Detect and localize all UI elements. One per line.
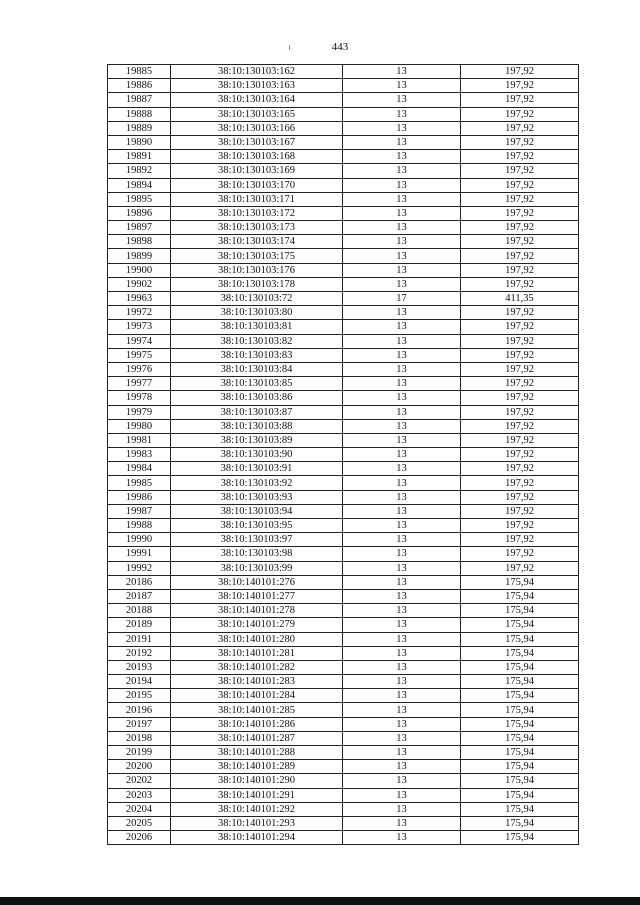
row-number-cell: 19991	[108, 547, 171, 561]
row-number-cell: 19980	[108, 419, 171, 433]
table-row	[108, 65, 579, 79]
cadastral-number-cell: 38:10:130103:170	[171, 178, 343, 192]
row-number-cell: 19963	[108, 292, 171, 306]
value-cell: 197,92	[461, 306, 579, 320]
count-cell: 13	[343, 433, 461, 447]
row-number-cell: 20206	[108, 831, 171, 845]
cadastral-number-cell: 38:10:130103:176	[171, 263, 343, 277]
value-cell: 197,92	[461, 93, 579, 107]
row-number-cell: 20194	[108, 675, 171, 689]
value-cell: 175,94	[461, 717, 579, 731]
cadastral-number-cell: 38:10:140101:279	[171, 618, 343, 632]
value-cell: 197,92	[461, 405, 579, 419]
cadastral-number-cell: 38:10:130103:72	[171, 292, 343, 306]
row-number-cell: 19977	[108, 377, 171, 391]
row-number-cell: 20203	[108, 788, 171, 802]
row-number-cell: 20188	[108, 604, 171, 618]
value-cell: 175,94	[461, 703, 579, 717]
row-number-cell: 19975	[108, 348, 171, 362]
count-cell: 13	[343, 632, 461, 646]
row-number-cell: 19986	[108, 490, 171, 504]
table-row	[108, 589, 579, 603]
cadastral-number-cell: 38:10:140101:281	[171, 646, 343, 660]
cadastral-number-cell: 38:10:130103:165	[171, 107, 343, 121]
table-row	[108, 675, 579, 689]
value-cell: 175,94	[461, 731, 579, 745]
value-cell: 197,92	[461, 135, 579, 149]
cadastral-number-cell: 38:10:130103:81	[171, 320, 343, 334]
cadastral-number-cell: 38:10:130103:88	[171, 419, 343, 433]
row-number-cell: 20192	[108, 646, 171, 660]
row-number-cell: 19973	[108, 320, 171, 334]
value-cell: 197,92	[461, 249, 579, 263]
cadastral-number-cell: 38:10:130103:172	[171, 206, 343, 220]
row-number-cell: 19978	[108, 391, 171, 405]
row-number-cell: 19889	[108, 121, 171, 135]
value-cell: 197,92	[461, 519, 579, 533]
row-number-cell: 19895	[108, 192, 171, 206]
cadastral-number-cell: 38:10:130103:175	[171, 249, 343, 263]
row-number-cell: 19888	[108, 107, 171, 121]
cadastral-number-cell: 38:10:130103:83	[171, 348, 343, 362]
table-row	[108, 362, 579, 376]
row-number-cell: 20193	[108, 660, 171, 674]
row-number-cell: 19990	[108, 533, 171, 547]
cadastral-number-cell: 38:10:130103:171	[171, 192, 343, 206]
value-cell: 197,92	[461, 65, 579, 79]
count-cell: 13	[343, 618, 461, 632]
table-row	[108, 206, 579, 220]
table-row	[108, 476, 579, 490]
count-cell: 13	[343, 604, 461, 618]
row-number-cell: 19894	[108, 178, 171, 192]
cadastral-number-cell: 38:10:140101:284	[171, 689, 343, 703]
table-row	[108, 334, 579, 348]
table-row	[108, 561, 579, 575]
value-cell: 197,92	[461, 533, 579, 547]
table-row	[108, 504, 579, 518]
table-row	[108, 831, 579, 845]
value-cell: 197,92	[461, 221, 579, 235]
row-number-cell: 19974	[108, 334, 171, 348]
cadastral-number-cell: 38:10:130103:85	[171, 377, 343, 391]
table-row	[108, 320, 579, 334]
value-cell: 197,92	[461, 178, 579, 192]
table-row	[108, 448, 579, 462]
count-cell: 13	[343, 93, 461, 107]
table-row	[108, 348, 579, 362]
row-number-cell: 19890	[108, 135, 171, 149]
table-row	[108, 277, 579, 291]
count-cell: 13	[343, 277, 461, 291]
cadastral-number-cell: 38:10:140101:287	[171, 731, 343, 745]
row-number-cell: 20200	[108, 760, 171, 774]
table-row	[108, 490, 579, 504]
cadastral-number-cell: 38:10:130103:91	[171, 462, 343, 476]
count-cell: 13	[343, 717, 461, 731]
row-number-cell: 19899	[108, 249, 171, 263]
count-cell: 13	[343, 533, 461, 547]
count-cell: 13	[343, 774, 461, 788]
count-cell: 13	[343, 306, 461, 320]
table-row	[108, 703, 579, 717]
scan-bottom-edge	[0, 897, 640, 905]
cadastral-number-cell: 38:10:140101:294	[171, 831, 343, 845]
cadastral-number-cell: 38:10:130103:163	[171, 79, 343, 93]
table-row	[108, 717, 579, 731]
cadastral-number-cell: 38:10:130103:95	[171, 519, 343, 533]
count-cell: 13	[343, 816, 461, 830]
value-cell: 175,94	[461, 689, 579, 703]
cadastral-number-cell: 38:10:130103:97	[171, 533, 343, 547]
value-cell: 197,92	[461, 320, 579, 334]
table-row	[108, 746, 579, 760]
count-cell: 13	[343, 746, 461, 760]
value-cell: 197,92	[461, 79, 579, 93]
count-cell: 13	[343, 504, 461, 518]
value-cell: 197,92	[461, 206, 579, 220]
value-cell: 197,92	[461, 164, 579, 178]
table-row	[108, 660, 579, 674]
count-cell: 13	[343, 703, 461, 717]
value-cell: 197,92	[461, 448, 579, 462]
value-cell: 197,92	[461, 490, 579, 504]
row-number-cell: 19988	[108, 519, 171, 533]
cadastral-number-cell: 38:10:140101:292	[171, 802, 343, 816]
value-cell: 197,92	[461, 419, 579, 433]
cadastral-number-cell: 38:10:140101:288	[171, 746, 343, 760]
value-cell: 175,94	[461, 802, 579, 816]
cadastral-number-cell: 38:10:140101:280	[171, 632, 343, 646]
table-row	[108, 93, 579, 107]
count-cell: 13	[343, 65, 461, 79]
table-row	[108, 306, 579, 320]
row-number-cell: 19886	[108, 79, 171, 93]
count-cell: 13	[343, 561, 461, 575]
row-number-cell: 20204	[108, 802, 171, 816]
count-cell: 13	[343, 689, 461, 703]
value-cell: 197,92	[461, 476, 579, 490]
cadastral-number-cell: 38:10:130103:174	[171, 235, 343, 249]
cadastral-number-cell: 38:10:130103:98	[171, 547, 343, 561]
count-cell: 13	[343, 377, 461, 391]
count-cell: 13	[343, 519, 461, 533]
table-row	[108, 575, 579, 589]
value-cell: 197,92	[461, 150, 579, 164]
row-number-cell: 19902	[108, 277, 171, 291]
table-row	[108, 292, 579, 306]
value-cell: 175,94	[461, 618, 579, 632]
table-row	[108, 731, 579, 745]
row-number-cell: 19885	[108, 65, 171, 79]
table-row	[108, 192, 579, 206]
cadastral-number-cell: 38:10:140101:293	[171, 816, 343, 830]
row-number-cell: 19984	[108, 462, 171, 476]
cadastral-table	[107, 64, 579, 845]
value-cell: 175,94	[461, 604, 579, 618]
row-number-cell: 20195	[108, 689, 171, 703]
row-number-cell: 20189	[108, 618, 171, 632]
row-number-cell: 19987	[108, 504, 171, 518]
cadastral-number-cell: 38:10:130103:162	[171, 65, 343, 79]
count-cell: 13	[343, 206, 461, 220]
table-row	[108, 419, 579, 433]
value-cell: 197,92	[461, 235, 579, 249]
table-row	[108, 235, 579, 249]
table-row	[108, 547, 579, 561]
count-cell: 13	[343, 164, 461, 178]
cadastral-number-cell: 38:10:130103:168	[171, 150, 343, 164]
cadastral-number-cell: 38:10:130103:164	[171, 93, 343, 107]
value-cell: 175,94	[461, 575, 579, 589]
table-row	[108, 221, 579, 235]
count-cell: 13	[343, 348, 461, 362]
count-cell: 13	[343, 221, 461, 235]
value-cell: 197,92	[461, 334, 579, 348]
value-cell: 175,94	[461, 788, 579, 802]
value-cell: 175,94	[461, 774, 579, 788]
value-cell: 197,92	[461, 107, 579, 121]
count-cell: 13	[343, 391, 461, 405]
count-cell: 13	[343, 788, 461, 802]
cadastral-number-cell: 38:10:140101:289	[171, 760, 343, 774]
row-number-cell: 19891	[108, 150, 171, 164]
count-cell: 17	[343, 292, 461, 306]
cadastral-number-cell: 38:10:130103:90	[171, 448, 343, 462]
table-row	[108, 632, 579, 646]
row-number-cell: 19896	[108, 206, 171, 220]
cadastral-number-cell: 38:10:140101:278	[171, 604, 343, 618]
count-cell: 13	[343, 731, 461, 745]
page-number: 443	[331, 41, 349, 53]
value-cell: 197,92	[461, 462, 579, 476]
cadastral-number-cell: 38:10:130103:93	[171, 490, 343, 504]
cadastral-number-cell: 38:10:130103:92	[171, 476, 343, 490]
value-cell: 175,94	[461, 660, 579, 674]
table-row	[108, 788, 579, 802]
table-row	[108, 107, 579, 121]
cadastral-number-cell: 38:10:130103:87	[171, 405, 343, 419]
count-cell: 13	[343, 660, 461, 674]
count-cell: 13	[343, 589, 461, 603]
table-row	[108, 774, 579, 788]
scan-mark	[289, 45, 290, 50]
value-cell: 197,92	[461, 362, 579, 376]
table-row	[108, 178, 579, 192]
value-cell: 197,92	[461, 277, 579, 291]
cadastral-number-cell: 38:10:130103:80	[171, 306, 343, 320]
count-cell: 13	[343, 760, 461, 774]
cadastral-number-cell: 38:10:130103:84	[171, 362, 343, 376]
value-cell: 175,94	[461, 589, 579, 603]
count-cell: 13	[343, 334, 461, 348]
table-row	[108, 519, 579, 533]
count-cell: 13	[343, 476, 461, 490]
value-cell: 175,94	[461, 675, 579, 689]
table-row	[108, 802, 579, 816]
value-cell: 197,92	[461, 121, 579, 135]
cadastral-number-cell: 38:10:140101:285	[171, 703, 343, 717]
table-row	[108, 533, 579, 547]
value-cell: 175,94	[461, 632, 579, 646]
row-number-cell: 19985	[108, 476, 171, 490]
count-cell: 13	[343, 362, 461, 376]
value-cell: 197,92	[461, 547, 579, 561]
row-number-cell: 19972	[108, 306, 171, 320]
count-cell: 13	[343, 490, 461, 504]
value-cell: 197,92	[461, 391, 579, 405]
row-number-cell: 19981	[108, 433, 171, 447]
row-number-cell: 20197	[108, 717, 171, 731]
row-number-cell: 19976	[108, 362, 171, 376]
cadastral-number-cell: 38:10:140101:286	[171, 717, 343, 731]
count-cell: 13	[343, 107, 461, 121]
table-row	[108, 816, 579, 830]
value-cell: 175,94	[461, 646, 579, 660]
row-number-cell: 19897	[108, 221, 171, 235]
value-cell: 197,92	[461, 192, 579, 206]
table-body	[108, 65, 579, 845]
cadastral-number-cell: 38:10:130103:178	[171, 277, 343, 291]
count-cell: 13	[343, 646, 461, 660]
count-cell: 13	[343, 192, 461, 206]
table-row	[108, 646, 579, 660]
row-number-cell: 19979	[108, 405, 171, 419]
value-cell: 175,94	[461, 831, 579, 845]
count-cell: 13	[343, 675, 461, 689]
row-number-cell: 19983	[108, 448, 171, 462]
value-cell: 197,92	[461, 433, 579, 447]
table-row	[108, 79, 579, 93]
table-row	[108, 391, 579, 405]
count-cell: 13	[343, 419, 461, 433]
cadastral-number-cell: 38:10:130103:94	[171, 504, 343, 518]
cadastral-number-cell: 38:10:140101:290	[171, 774, 343, 788]
table-row	[108, 604, 579, 618]
count-cell: 13	[343, 178, 461, 192]
cadastral-number-cell: 38:10:140101:291	[171, 788, 343, 802]
table-row	[108, 618, 579, 632]
count-cell: 13	[343, 405, 461, 419]
count-cell: 13	[343, 263, 461, 277]
count-cell: 13	[343, 802, 461, 816]
value-cell: 175,94	[461, 746, 579, 760]
value-cell: 197,92	[461, 348, 579, 362]
table-row	[108, 121, 579, 135]
value-cell: 197,92	[461, 263, 579, 277]
value-cell: 175,94	[461, 816, 579, 830]
cadastral-number-cell: 38:10:140101:283	[171, 675, 343, 689]
value-cell: 197,92	[461, 561, 579, 575]
table-row	[108, 689, 579, 703]
row-number-cell: 19892	[108, 164, 171, 178]
row-number-cell: 20199	[108, 746, 171, 760]
table-row	[108, 164, 579, 178]
table-row	[108, 462, 579, 476]
row-number-cell: 19898	[108, 235, 171, 249]
value-cell: 197,92	[461, 504, 579, 518]
table-row	[108, 263, 579, 277]
count-cell: 13	[343, 150, 461, 164]
row-number-cell: 20198	[108, 731, 171, 745]
cadastral-number-cell: 38:10:140101:282	[171, 660, 343, 674]
count-cell: 13	[343, 121, 461, 135]
count-cell: 13	[343, 462, 461, 476]
value-cell: 411,35	[461, 292, 579, 306]
row-number-cell: 20187	[108, 589, 171, 603]
cadastral-number-cell: 38:10:130103:166	[171, 121, 343, 135]
value-cell: 197,92	[461, 377, 579, 391]
value-cell: 175,94	[461, 760, 579, 774]
cadastral-number-cell: 38:10:130103:82	[171, 334, 343, 348]
row-number-cell: 20191	[108, 632, 171, 646]
count-cell: 13	[343, 320, 461, 334]
row-number-cell: 20186	[108, 575, 171, 589]
count-cell: 13	[343, 135, 461, 149]
table-row	[108, 150, 579, 164]
cadastral-number-cell: 38:10:130103:169	[171, 164, 343, 178]
cadastral-number-cell: 38:10:140101:276	[171, 575, 343, 589]
count-cell: 13	[343, 249, 461, 263]
count-cell: 13	[343, 235, 461, 249]
table-row	[108, 135, 579, 149]
table-row	[108, 405, 579, 419]
cadastral-number-cell: 38:10:130103:173	[171, 221, 343, 235]
row-number-cell: 20205	[108, 816, 171, 830]
row-number-cell: 19900	[108, 263, 171, 277]
row-number-cell: 19992	[108, 561, 171, 575]
cadastral-number-cell: 38:10:130103:89	[171, 433, 343, 447]
count-cell: 13	[343, 575, 461, 589]
row-number-cell: 19887	[108, 93, 171, 107]
count-cell: 13	[343, 831, 461, 845]
row-number-cell: 20196	[108, 703, 171, 717]
table-row	[108, 760, 579, 774]
count-cell: 13	[343, 547, 461, 561]
count-cell: 13	[343, 448, 461, 462]
cadastral-number-cell: 38:10:130103:167	[171, 135, 343, 149]
cadastral-number-cell: 38:10:140101:277	[171, 589, 343, 603]
cadastral-number-cell: 38:10:130103:86	[171, 391, 343, 405]
table-row	[108, 249, 579, 263]
count-cell: 13	[343, 79, 461, 93]
cadastral-number-cell: 38:10:130103:99	[171, 561, 343, 575]
table-row	[108, 433, 579, 447]
row-number-cell: 20202	[108, 774, 171, 788]
table-row	[108, 377, 579, 391]
